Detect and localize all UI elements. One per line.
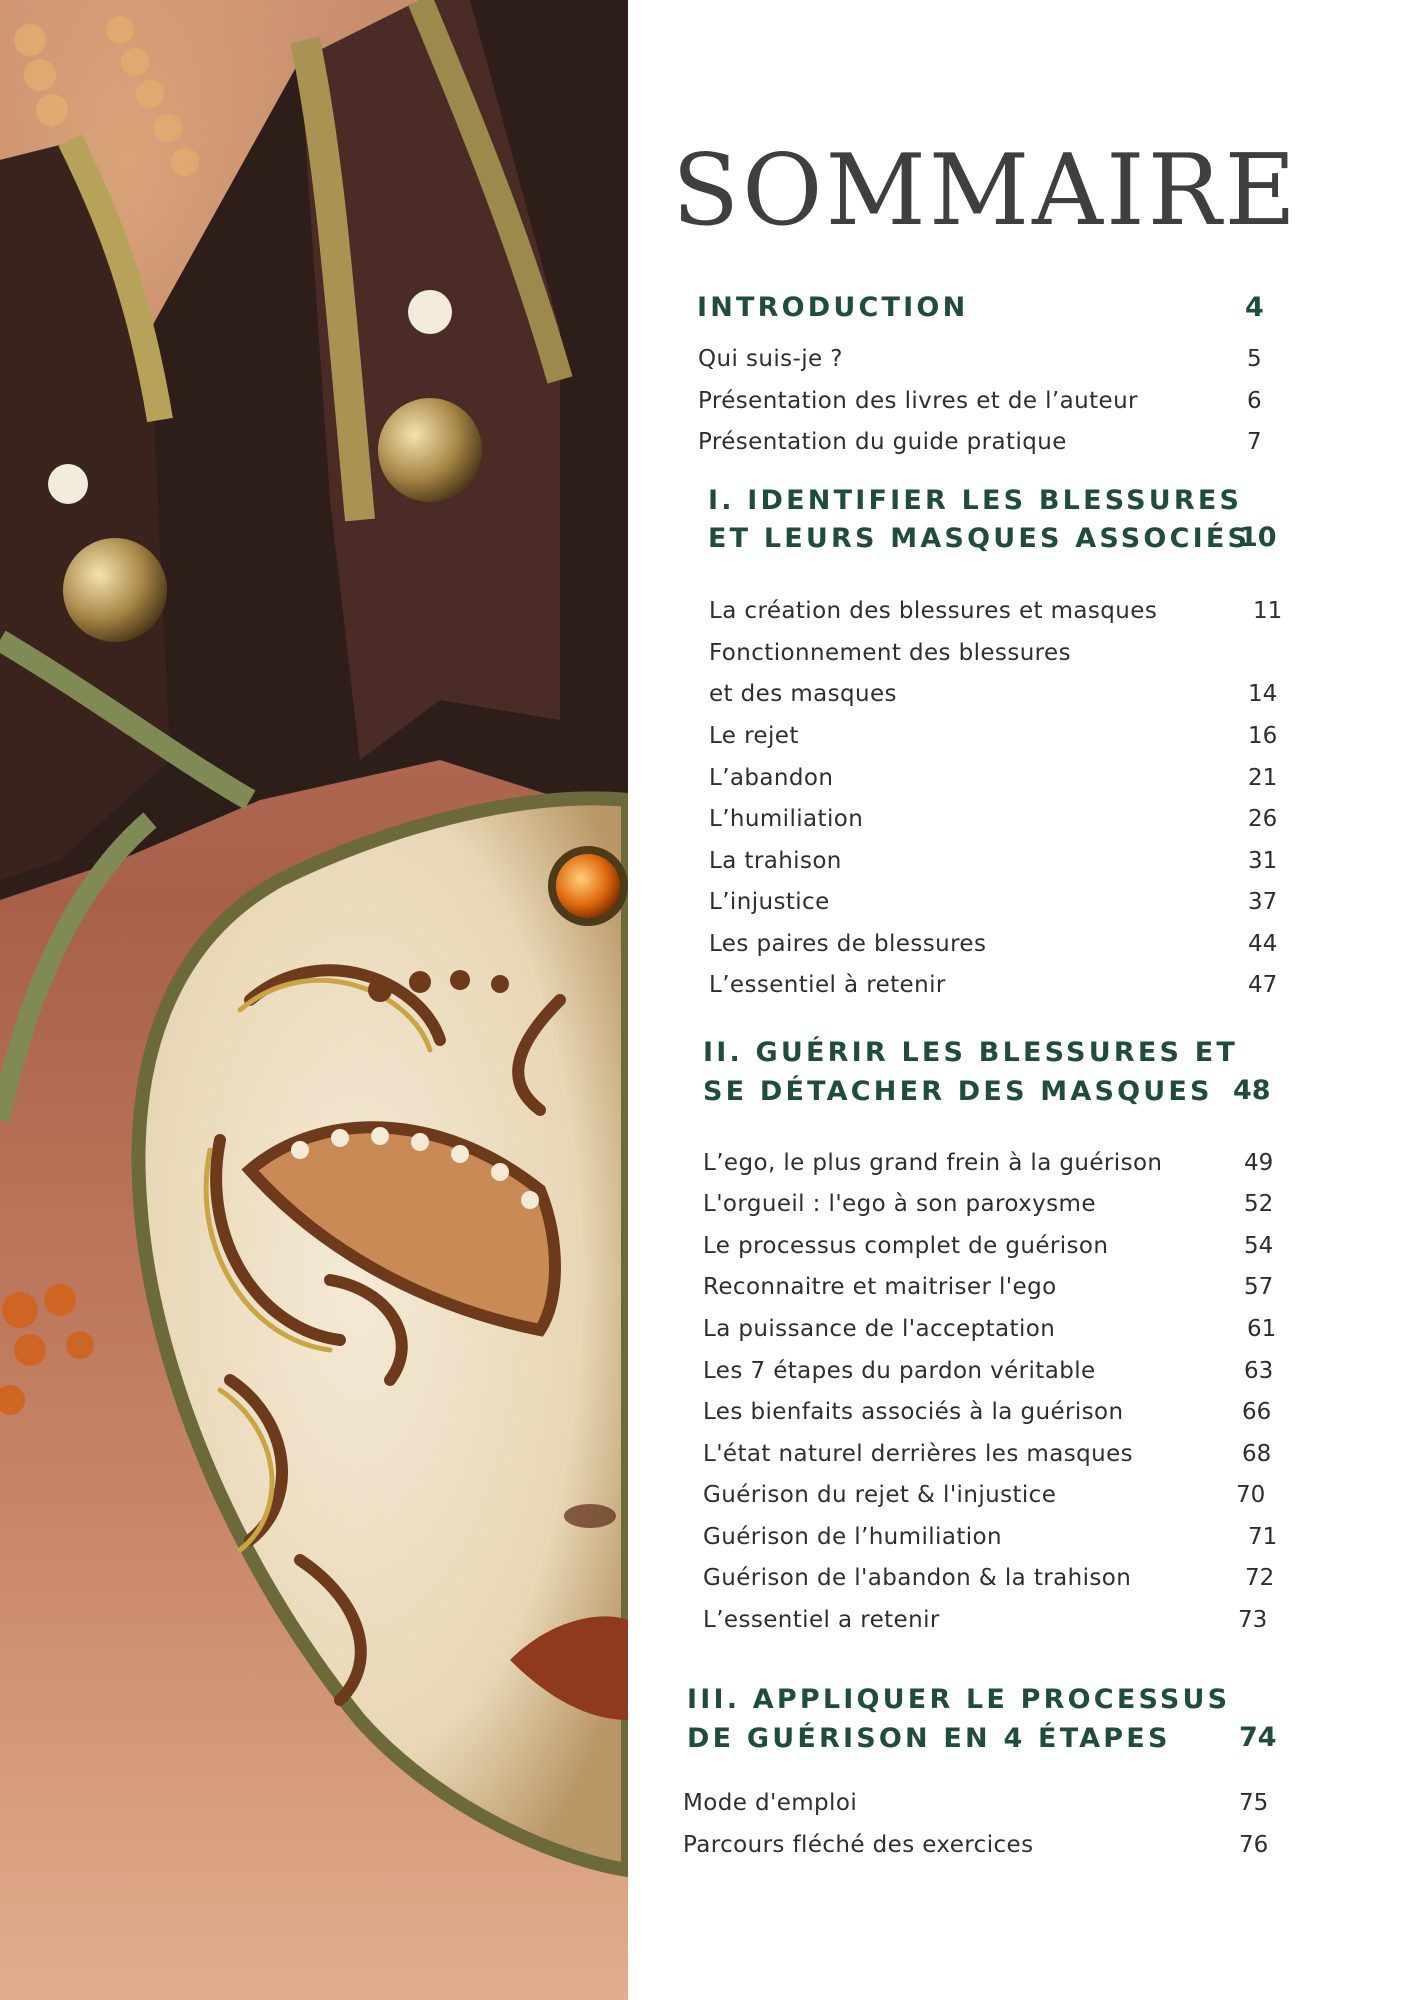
toc-item-label: La trahison (709, 848, 842, 874)
toc-item-page: 71 (1248, 1524, 1278, 1550)
toc-item-page: 54 (1244, 1233, 1274, 1259)
toc-item-label: L'état naturel derrières les masques (703, 1441, 1134, 1467)
toc-item-label: La puissance de l'acceptation (703, 1316, 1056, 1342)
toc-item-label: L’essentiel à retenir (709, 972, 946, 998)
toc-item-page: 52 (1244, 1191, 1274, 1217)
toc-item-page: 73 (1238, 1607, 1268, 1633)
toc-item-label: Fonctionnement des blessures (709, 640, 1071, 666)
section-title-part2-line2: SE DÉTACHER DES MASQUES (703, 1076, 1213, 1107)
mask-illustration (0, 0, 628, 2000)
toc-item-page: 14 (1248, 681, 1278, 707)
toc-item-label: L’injustice (709, 889, 830, 915)
toc-item-page: 70 (1236, 1482, 1266, 1508)
toc-item-label: Le rejet (709, 723, 799, 749)
toc-item-page: 68 (1242, 1441, 1272, 1467)
toc-item-label: Parcours fléché des exercices (683, 1832, 1034, 1858)
venetian-mask-photo (0, 0, 628, 2000)
toc-item-label: Le processus complet de guérison (703, 1233, 1109, 1259)
toc-item-page: 26 (1248, 806, 1278, 832)
toc-item-page: 16 (1248, 723, 1278, 749)
toc-item-label: Mode d'emploi (683, 1790, 858, 1816)
toc-item-label: L’ego, le plus grand frein à la guérison (703, 1150, 1163, 1176)
toc-item-label: L’essentiel a retenir (703, 1607, 940, 1633)
toc-item-page: 61 (1247, 1316, 1277, 1342)
toc-item-page: 21 (1248, 765, 1278, 791)
section-page-introduction: 4 (1245, 292, 1264, 323)
toc-item-label: Guérison du rejet & l'injustice (703, 1482, 1057, 1508)
table-of-contents (628, 0, 1414, 2000)
toc-item-page: 66 (1242, 1399, 1272, 1425)
toc-item-page: 31 (1248, 848, 1278, 874)
toc-item-page: 44 (1248, 931, 1278, 957)
section-title-part3: III. APPLIQUER LE PROCESSUS (687, 1684, 1231, 1715)
toc-item-page: 7 (1247, 429, 1262, 455)
toc-item-label: Reconnaitre et maitriser l'ego (703, 1274, 1057, 1300)
toc-item-page: 72 (1245, 1565, 1275, 1591)
toc-item-page: 63 (1244, 1358, 1274, 1384)
toc-item-label: L’humiliation (709, 806, 864, 832)
toc-item-label: Guérison de l'abandon & la trahison (703, 1565, 1132, 1591)
toc-item-label: La création des blessures et masques (709, 598, 1158, 624)
section-title-part1-line2: ET LEURS MASQUES ASSOCIÉS (708, 523, 1251, 554)
toc-item-label: Les bienfaits associés à la guérison (703, 1399, 1124, 1425)
toc-item-page: 75 (1239, 1790, 1269, 1816)
toc-item-label: Les 7 étapes du pardon véritable (703, 1358, 1096, 1384)
toc-item-label: L’abandon (709, 765, 834, 791)
section-page-part3: 74 (1239, 1722, 1277, 1753)
section-page-part1: 10 (1239, 522, 1277, 553)
toc-item-label: Qui suis-je ? (698, 346, 843, 372)
toc-item-page: 57 (1244, 1274, 1274, 1300)
toc-item-page: 6 (1247, 388, 1262, 414)
toc-item-page: 47 (1248, 972, 1278, 998)
section-title-part1: I. IDENTIFIER LES BLESSURES (708, 485, 1243, 516)
toc-item-label: et des masques (709, 681, 897, 707)
toc-item-label: Les paires de blessures (709, 931, 987, 957)
toc-item-label: L'orgueil : l'ego à son paroxysme (703, 1191, 1096, 1217)
section-title-introduction: INTRODUCTION (697, 292, 969, 323)
toc-item-page: 76 (1239, 1832, 1269, 1858)
toc-item-label: Présentation des livres et de l’auteur (698, 388, 1138, 414)
toc-item-label: Présentation du guide pratique (698, 429, 1067, 455)
toc-item-label: Guérison de l’humiliation (703, 1524, 1002, 1550)
toc-item-page: 37 (1248, 889, 1278, 915)
toc-item-page: 11 (1253, 598, 1283, 624)
section-title-part3-line2: DE GUÉRISON EN 4 ÉTAPES (687, 1723, 1171, 1754)
section-title-part2: II. GUÉRIR LES BLESSURES ET (703, 1037, 1238, 1068)
page-title: SOMMAIRE (672, 134, 1299, 248)
section-page-part2: 48 (1233, 1075, 1271, 1106)
toc-item-page: 49 (1244, 1150, 1274, 1176)
toc-item-page: 5 (1247, 346, 1262, 372)
